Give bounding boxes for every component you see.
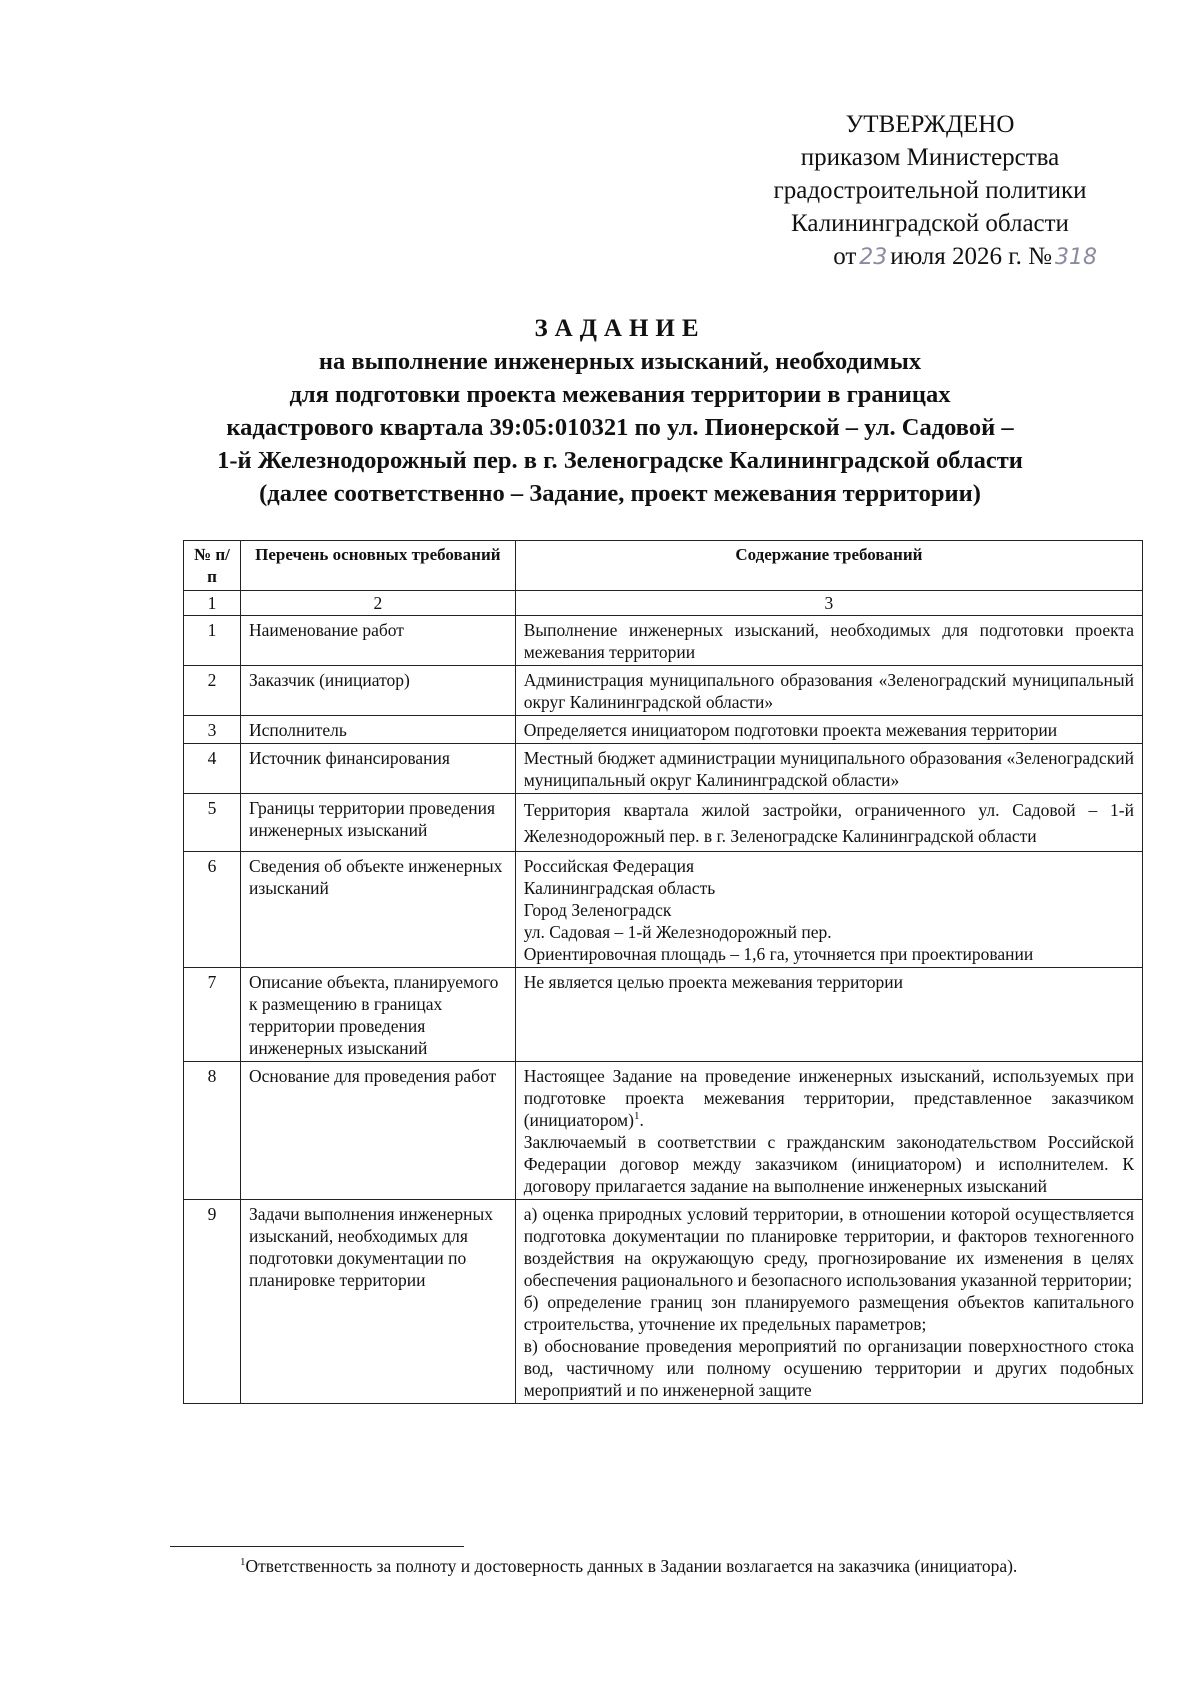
row-content [515,616,1142,666]
content-line: ул. Садовая – 1-й Железнодорожный пер. [523,922,832,942]
approval-line-2: градостроительной политики [773,177,1087,204]
row-requirement: Задачи выполнения инженерных изысканий, необходимых для подготовки документации по планировке территории [240,1200,515,1404]
title-line-2: для подготовки проекта межевания территории в границах [289,381,951,408]
date-rest: июля 2026 г. № [890,243,1052,270]
content-paragraph: Заключаемый в соответствии с гражданским законодательством Российской Федерации договор между заказчиком (инициатором) и исполнителем. К договору прилагается задание на выполнение инженерных изысканий [523,1132,1134,1196]
row-content [515,666,1142,716]
content-text: Настоящее Задание на проведение инженерных изысканий, используемых при подготовке проекта межевания территории, представленное заказчиком (инициатором) [523,1066,1134,1130]
table-row [184,968,1143,1062]
title-line-4: 1-й Железнодорожный пер. в г. Зеленоградске Калининградской области [217,447,1023,474]
title-line-5: (далее соответственно – Задание, проект межевания территории) [259,480,981,507]
table-row [184,794,1143,852]
content-paragraph: Местный бюджет администрации муниципального образования «Зеленоградский муниципальный округ Калининградской области» [523,748,1134,790]
footnote [240,1556,1017,1577]
row-content [515,852,1142,968]
row-content [515,716,1142,744]
row-number: 2 [184,666,241,716]
table-row [184,744,1143,794]
content-paragraph: Определяется инициатором подготовки проекта межевания территории [523,720,1058,740]
row-content [515,794,1142,852]
row-content [515,744,1142,794]
handwritten-day: 23 [859,245,888,270]
row-requirement: Сведения об объекте инженерных изысканий [240,852,515,968]
header-number: № п/п [184,541,241,591]
table-row [184,666,1143,716]
row-requirement: Источник финансирования [240,744,515,794]
table-row [184,852,1143,968]
row-requirement: Заказчик (инициатор) [240,666,515,716]
row-number: 3 [184,716,241,744]
approval-order-date [740,240,1120,274]
row-number: 6 [184,852,241,968]
approval-status: УТВЕРЖДЕНО [845,111,1015,138]
row-number: 7 [184,968,241,1062]
approval-line-3: Калининградской области [791,210,1069,237]
row-requirement: Наименование работ [240,616,515,666]
content-paragraph: Администрация муниципального образования «Зеленоградский муниципальный округ Калининградской области» [523,670,1134,712]
content-line: Российская Федерация [523,856,695,876]
table-row [184,716,1143,744]
row-number: 9 [184,1200,241,1404]
row-requirement: Границы территории проведения инженерных изысканий [240,794,515,852]
content-line: Калининградская область [523,878,716,898]
approval-line-1: приказом Министерства [800,144,1060,171]
handwritten-order-number: 318 [1055,245,1097,270]
content-paragraph: в) обоснование проведения мероприятий по организации поверхностного стока вод, частичному или полному осушению территории и других подобных мероприятий и по инженерной защите [523,1336,1134,1400]
content-line: Город Зеленоградск [523,900,672,920]
row-number: 4 [184,744,241,794]
footnote-text: Ответственность за полноту и достоверность данных в Задании возлагается на заказчика (инициатора). [245,1556,1018,1576]
footnote-separator [170,1546,464,1547]
title-line-1: на выполнение инженерных изысканий, необходимых [318,348,922,375]
table-row [184,1062,1143,1200]
row-content [515,1200,1142,1404]
header-content: Содержание требований [515,541,1142,591]
table-row [184,1200,1143,1404]
content-paragraph: Территория квартала жилой застройки, ограниченного ул. Садовой – 1-й Железнодорожный пер. в г. Зеленоградске Калининградской области [523,800,1134,846]
table-row [184,616,1143,666]
content-line: Ориентировочная площадь – 1,6 га, уточняется при проектировании [523,944,1034,964]
footnote-reference[interactable]: 1 [633,1110,640,1123]
column-number-2: 2 [240,591,515,616]
row-requirement: Исполнитель [240,716,515,744]
row-content [515,1062,1142,1200]
header-requirement: Перечень основных требований [240,541,515,591]
approval-block [740,108,1120,274]
footnote-marker: 1 [240,1556,246,1569]
row-number: 5 [184,794,241,852]
row-requirement: Описание объекта, планируемого к размещению в границах территории проведения инженерных изысканий [240,968,515,1062]
title-line-3: кадастрового квартала 39:05:010321 по ул. Пионерской – ул. Садовой – [226,414,1014,441]
date-prefix: от [833,243,857,270]
column-number-1: 1 [184,591,241,616]
row-number: 8 [184,1062,241,1200]
content-paragraph: Выполнение инженерных изысканий, необходимых для подготовки проекта межевания территории [523,620,1134,662]
row-requirement: Основание для проведения работ [240,1062,515,1200]
content-paragraph: Не является целью проекта межевания территории [523,972,903,992]
content-paragraph: а) оценка природных условий территории, в отношении которой осуществляется подготовка документации по планировке территории, и факторов техногенного воздействия на окружающую среду, прогнозирование их изменения в целях обеспечения рационального и безопасного использования указанной территории; [523,1204,1134,1290]
content-paragraph: б) определение границ зон планируемого размещения объектов капитального строительства, уточнение их предельных параметров; [523,1292,1134,1334]
row-content [515,968,1142,1062]
column-number-3: 3 [515,591,1142,616]
row-number: 1 [184,616,241,666]
column-number-row [184,591,1143,616]
requirements-table [183,540,1143,1404]
document-title [170,312,1070,510]
table-header-row [184,541,1143,591]
title-heading: ЗАДАНИЕ [534,315,706,342]
content-paragraph: Настоящее Задание на проведение инженерных изысканий, используемых при подготовке проекта межевания территории, представленное заказчиком (инициатором)$^1$. [523,1066,1134,1130]
